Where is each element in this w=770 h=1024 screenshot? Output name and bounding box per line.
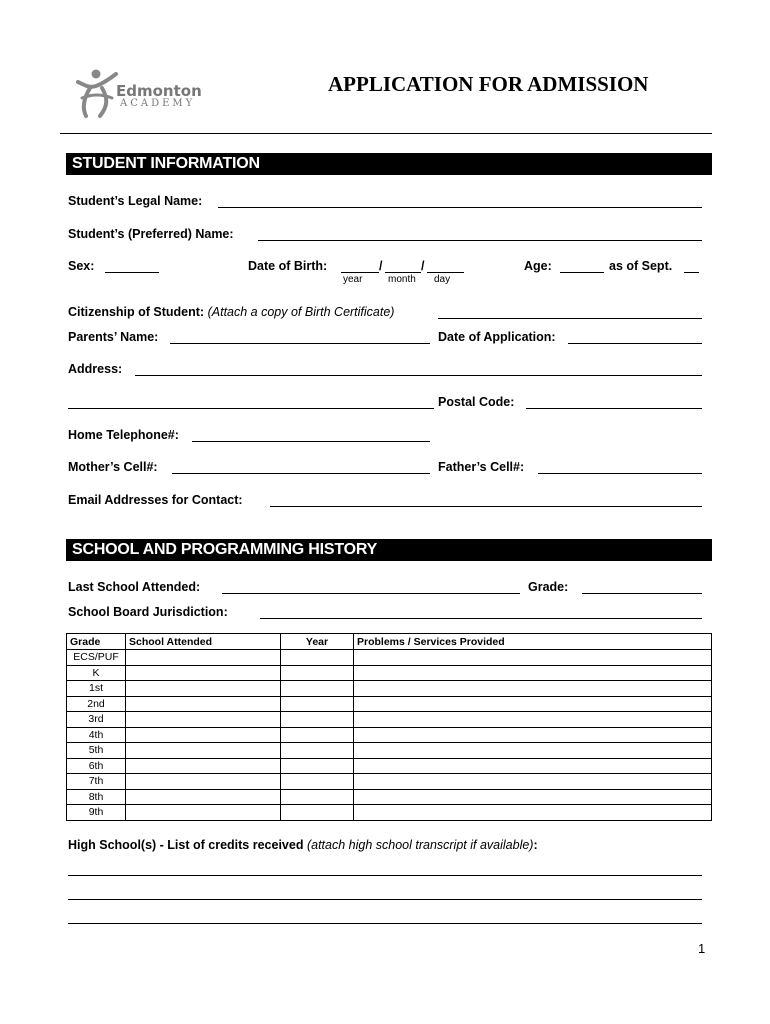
school-attended-cell[interactable] bbox=[126, 681, 281, 697]
credits-line-1-field[interactable] bbox=[68, 861, 702, 876]
problems-services-cell[interactable] bbox=[354, 696, 712, 712]
year-cell[interactable] bbox=[281, 665, 354, 681]
school-attended-cell[interactable] bbox=[126, 743, 281, 759]
sept-year-field[interactable] bbox=[684, 258, 699, 273]
table-row bbox=[67, 650, 712, 666]
dob-label: Date of Birth: bbox=[248, 259, 328, 273]
fathers-cell-label: Father’s Cell#: bbox=[438, 460, 525, 474]
citizenship-field[interactable] bbox=[438, 304, 702, 319]
credits-line-3-field[interactable] bbox=[68, 909, 702, 924]
year-cell[interactable] bbox=[281, 712, 354, 728]
school-attended-cell[interactable] bbox=[126, 805, 281, 821]
year-cell[interactable] bbox=[281, 758, 354, 774]
col-school-attended: School Attended bbox=[126, 634, 281, 650]
section-heading: SCHOOL AND PROGRAMMING HISTORY bbox=[72, 541, 378, 558]
dob-separator: / bbox=[421, 259, 425, 273]
col-problems-services: Problems / Services Provided bbox=[354, 634, 712, 650]
school-attended-cell[interactable] bbox=[126, 727, 281, 743]
table-row bbox=[67, 789, 712, 805]
legal-name-field[interactable] bbox=[218, 193, 702, 208]
preferred-name-label: Student’s (Preferred) Name: bbox=[68, 227, 234, 241]
dob-year-caption: year bbox=[343, 274, 363, 285]
year-cell[interactable] bbox=[281, 696, 354, 712]
year-cell[interactable] bbox=[281, 743, 354, 759]
col-year: Year bbox=[281, 634, 354, 650]
table-row bbox=[67, 681, 712, 697]
table-row bbox=[67, 727, 712, 743]
problems-services-cell[interactable] bbox=[354, 758, 712, 774]
grade-cell: 5th bbox=[67, 743, 126, 759]
problems-services-cell[interactable] bbox=[354, 681, 712, 697]
grade-cell: 7th bbox=[67, 774, 126, 790]
col-grade: Grade bbox=[67, 634, 126, 650]
grade-cell: 4th bbox=[67, 727, 126, 743]
school-history-table bbox=[66, 633, 712, 821]
preferred-name-field[interactable] bbox=[258, 226, 702, 241]
dob-month-field[interactable] bbox=[385, 258, 421, 273]
grade-cell: 2nd bbox=[67, 696, 126, 712]
table-row bbox=[67, 805, 712, 821]
legal-name-label: Student’s Legal Name: bbox=[68, 194, 203, 208]
high-school-colon: : bbox=[533, 838, 538, 852]
last-school-label: Last School Attended: bbox=[68, 580, 201, 594]
address-line2-field[interactable] bbox=[68, 394, 434, 409]
table-header-row bbox=[67, 634, 712, 650]
logo-name: Edmonton bbox=[116, 82, 202, 100]
mothers-cell-label: Mother’s Cell#: bbox=[68, 460, 158, 474]
page-title: APPLICATION FOR ADMISSION bbox=[328, 72, 649, 96]
school-attended-cell[interactable] bbox=[126, 774, 281, 790]
table-row bbox=[67, 743, 712, 759]
year-cell[interactable] bbox=[281, 774, 354, 790]
grade-cell: 6th bbox=[67, 758, 126, 774]
table-row bbox=[67, 696, 712, 712]
grade-cell: 9th bbox=[67, 805, 126, 821]
email-field[interactable] bbox=[270, 492, 702, 507]
sex-label: Sex: bbox=[68, 259, 95, 273]
date-of-application-label: Date of Application: bbox=[438, 330, 556, 344]
grade-label: Grade: bbox=[528, 580, 569, 594]
school-attended-cell[interactable] bbox=[126, 650, 281, 666]
home-telephone-field[interactable] bbox=[192, 427, 430, 442]
table-row bbox=[67, 774, 712, 790]
table-row bbox=[67, 712, 712, 728]
postal-code-label: Postal Code: bbox=[438, 395, 515, 409]
school-attended-cell[interactable] bbox=[126, 789, 281, 805]
grade-cell: 8th bbox=[67, 789, 126, 805]
dob-day-field[interactable] bbox=[427, 258, 464, 273]
age-field[interactable] bbox=[560, 258, 604, 273]
email-label: Email Addresses for Contact: bbox=[68, 493, 243, 507]
problems-services-cell[interactable] bbox=[354, 650, 712, 666]
year-cell[interactable] bbox=[281, 805, 354, 821]
problems-services-cell[interactable] bbox=[354, 727, 712, 743]
section-heading: STUDENT INFORMATION bbox=[72, 155, 260, 172]
high-school-label bbox=[68, 838, 538, 852]
section-student-information bbox=[66, 153, 712, 175]
section-school-history bbox=[66, 539, 712, 561]
school-board-label: School Board Jurisdiction: bbox=[68, 605, 228, 619]
school-attended-cell[interactable] bbox=[126, 665, 281, 681]
parents-name-label: Parents’ Name: bbox=[68, 330, 159, 344]
year-cell[interactable] bbox=[281, 681, 354, 697]
page-number: 1 bbox=[698, 941, 706, 956]
high-school-note: (attach high school transcript if available) bbox=[306, 838, 534, 852]
year-cell[interactable] bbox=[281, 727, 354, 743]
address-label: Address: bbox=[68, 362, 123, 376]
high-school-label-text: High School(s) - List of credits received bbox=[68, 838, 304, 852]
problems-services-cell[interactable] bbox=[354, 712, 712, 728]
dob-day-caption: day bbox=[434, 274, 451, 285]
problems-services-cell[interactable] bbox=[354, 743, 712, 759]
dob-year-field[interactable] bbox=[341, 258, 379, 273]
school-attended-cell[interactable] bbox=[126, 712, 281, 728]
citizenship-label-text: Citizenship of Student: bbox=[68, 305, 205, 319]
age-label: Age: bbox=[524, 259, 552, 273]
school-board-field[interactable] bbox=[260, 604, 702, 619]
fathers-cell-field[interactable] bbox=[538, 459, 702, 474]
parents-name-field[interactable] bbox=[170, 329, 430, 344]
grade-cell: 1st bbox=[67, 681, 126, 697]
year-cell[interactable] bbox=[281, 789, 354, 805]
grade-cell: K bbox=[67, 665, 126, 681]
age-suffix: as of Sept. bbox=[609, 259, 673, 273]
home-telephone-label: Home Telephone#: bbox=[68, 428, 179, 442]
postal-code-field[interactable] bbox=[526, 394, 702, 409]
grade-cell: ECS/PUF bbox=[67, 650, 126, 666]
logo-subname: ACADEMY bbox=[120, 98, 196, 109]
header-rule bbox=[60, 133, 712, 134]
table-row bbox=[67, 758, 712, 774]
grade-field[interactable] bbox=[582, 579, 702, 594]
school-attended-cell[interactable] bbox=[126, 696, 281, 712]
credits-line-2-field[interactable] bbox=[68, 885, 702, 900]
year-cell[interactable] bbox=[281, 650, 354, 666]
grade-cell: 3rd bbox=[67, 712, 126, 728]
school-attended-cell[interactable] bbox=[126, 758, 281, 774]
last-school-field[interactable] bbox=[222, 579, 520, 594]
dob-separator: / bbox=[379, 259, 383, 273]
address-line1-field[interactable] bbox=[135, 361, 702, 376]
table-row bbox=[67, 665, 712, 681]
dob-month-caption: month bbox=[388, 274, 416, 285]
date-of-application-field[interactable] bbox=[568, 329, 702, 344]
edmonton-academy-logo-icon bbox=[72, 68, 120, 120]
problems-services-cell[interactable] bbox=[354, 805, 712, 821]
sex-field[interactable] bbox=[105, 258, 159, 273]
problems-services-cell[interactable] bbox=[354, 774, 712, 790]
citizenship-label bbox=[68, 305, 394, 319]
citizenship-note: (Attach a copy of Birth Certificate) bbox=[207, 305, 395, 319]
problems-services-cell[interactable] bbox=[354, 665, 712, 681]
mothers-cell-field[interactable] bbox=[172, 459, 430, 474]
logo bbox=[72, 68, 222, 118]
problems-services-cell[interactable] bbox=[354, 789, 712, 805]
